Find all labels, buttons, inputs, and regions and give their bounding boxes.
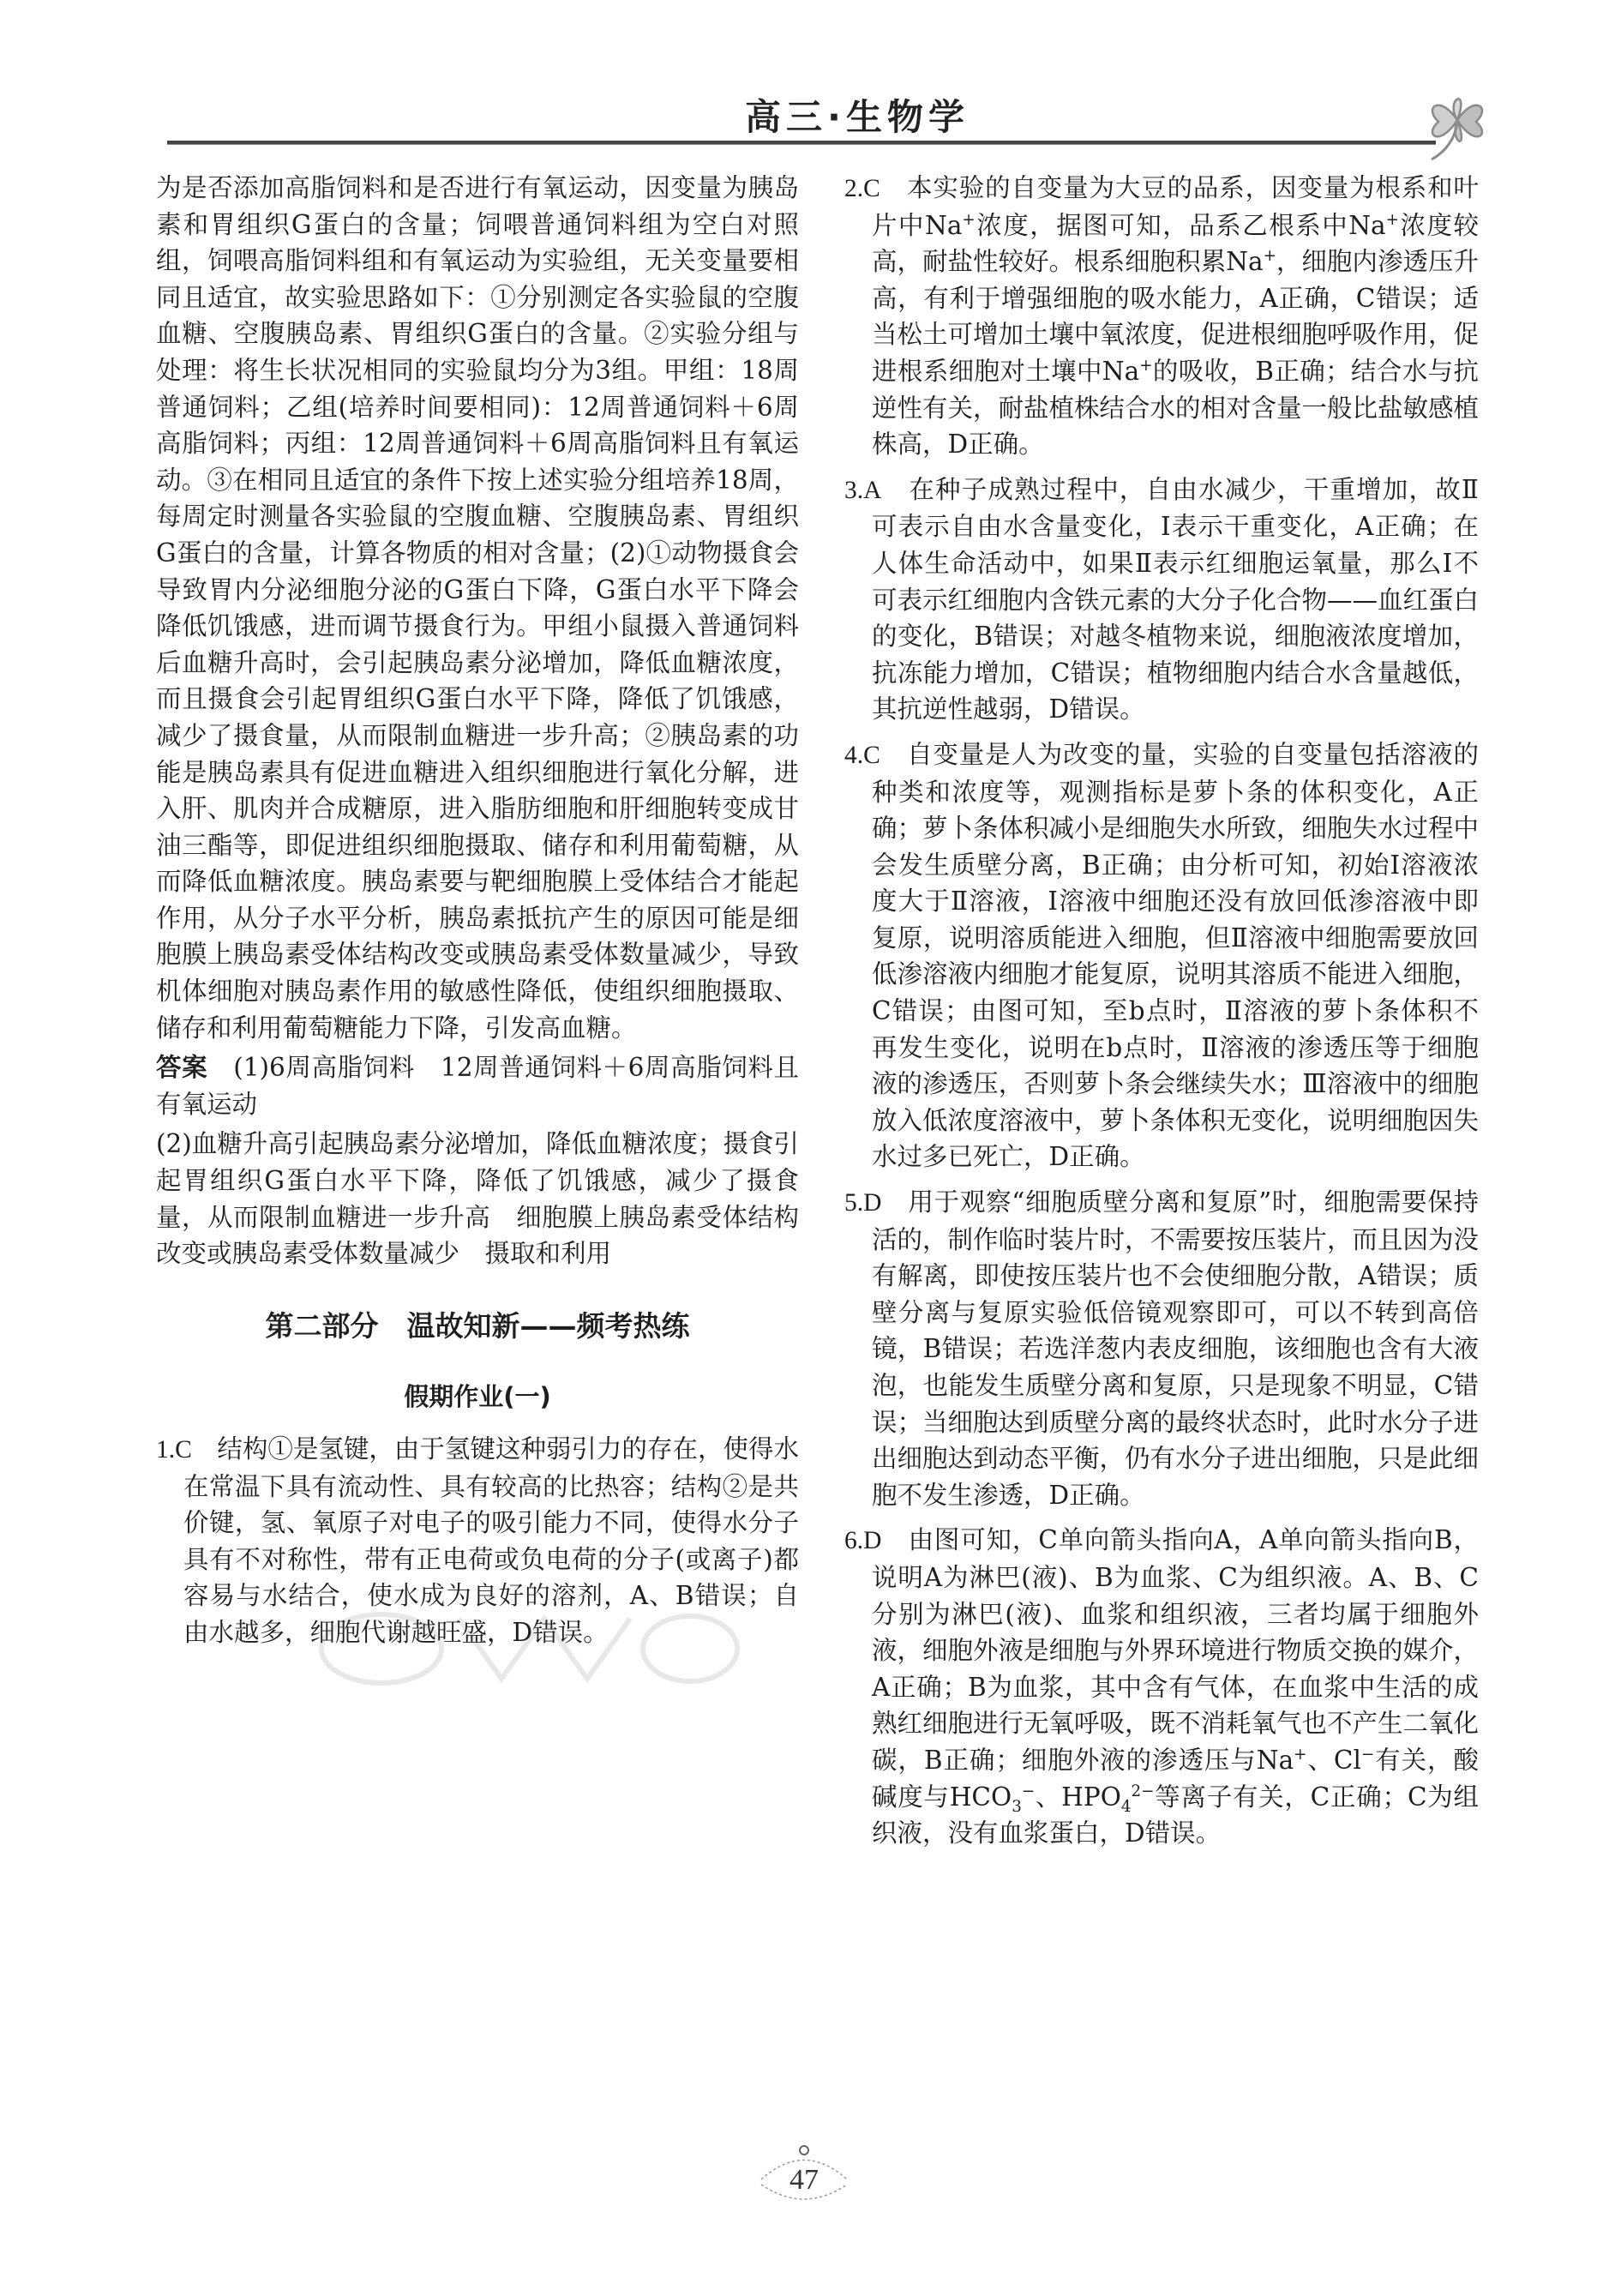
question-2-number: 2.C: [844, 175, 880, 202]
question-2-text-e: 的吸收，B正确；结合水与抗逆性有关，耐盐植株结合水的相对含量一般比盐敏感植株高，D正确。: [872, 356, 1480, 460]
question-2-text-b: 浓度，据图可知，品系乙根系中Na: [975, 210, 1386, 240]
question-6-text-b: 、Cl: [1306, 1745, 1361, 1775]
question-2: [844, 170, 1479, 463]
question-3: [844, 472, 1479, 728]
right-column: [844, 170, 1479, 1860]
explanation-continuation: 为是否添加高脂饲料和是否进行有氧运动，因变量为胰岛素和胃组织G蛋白的含量；饲喂普通饲料组为空白对照组，饲喂高脂饲料组和有氧运动为实验组，无关变量要相同且适宜，故实验思路如下：①分别测定各实验鼠的空腹血糖、空腹胰岛素、胃组织G蛋白的含量。②实验分组与处理：将生长状况相同的实验鼠均分为3组。甲组：18周普通饲料；乙组(培养时间要相同)：12周普通饲料＋6周高脂饲料；丙组：12周普通饲料＋6周高脂饲料且有氧运动。③在相同且适宜的条件下按上述实验分组培养18周，每周定时测量各实验鼠的空腹血糖、空腹胰岛素、胃组织G蛋白的含量，计算各物质的相对含量；(2)①动物摄食会导致胃内分泌细胞分泌的G蛋白下降，G蛋白水平下降会降低饥饿感，进而调节摄食行为。甲组小鼠摄入普通饲料后血糖升高时，会引起胰岛素分泌增加，降低血糖浓度，而且摄食会引起胃组织G蛋白水平下降，降低了饥饿感，减少了摄食量，从而限制血糖进一步升高；②胰岛素的功能是胰岛素具有促进血糖进入组织细胞进行氧化分解，进入肝、肌肉并合成糖原，进入脂肪细胞和肝细胞转变成甘油三酯等，即促进组织细胞摄取、储存和利用葡萄糖，从而降低血糖浓度。胰岛素要与靶细胞膜上受体结合才能起作用，从分子水平分析，胰岛素抵抗产生的原因可能是细胞膜上胰岛素受体结构改变或胰岛素受体数量减少，导致机体细胞对胰岛素作用的敏感性降低，使组织细胞摄取、储存和利用葡萄糖能力下降，引发高血糖。: [156, 173, 799, 1043]
question-3-number: 3.A: [844, 476, 882, 504]
header-rule: [167, 141, 1436, 145]
question-4: [844, 736, 1479, 1175]
superscript: +: [1139, 357, 1153, 376]
superscript: −: [1360, 1746, 1375, 1764]
question-1-text: 结构①是氢键，由于氢键这种弱引力的存在，使得水在常温下具有流动性、具有较高的比热容；结构②是共价键，氢、氧原子对电子的吸引能力不同，使得水分子具有不对称性，带有正电荷或负电荷的分子(或离子)都容易与水结合，使水成为良好的溶剂，A、B错误；自由水越多，细胞代谢越旺盛，D错误。: [183, 1434, 799, 1647]
assignment-title: 假期作业(一): [404, 1382, 551, 1412]
header-title: 高三·生物学: [745, 96, 970, 138]
answer-part-1: (1)6周高脂饲料 12周普通饲料＋6周高脂饲料且有氧运动: [156, 1053, 799, 1119]
answer-block-1: [156, 1049, 799, 1122]
superscript: +: [962, 210, 976, 229]
subscript: 3: [1012, 1797, 1022, 1816]
section-title: 第二部分 温故知新——频考热练: [265, 1308, 690, 1343]
question-6: [844, 1522, 1479, 1851]
answer-label: 答案: [156, 1053, 208, 1083]
question-6-text-e: 等离子有关，C正确；C为组织液，没有血浆蛋白，D错误。: [872, 1782, 1479, 1848]
question-6-number: 6.D: [844, 1527, 882, 1555]
page-number-text: 47: [789, 2164, 819, 2196]
question-6-text-d: 、HPO: [1035, 1782, 1121, 1812]
question-2-text-d: ，细胞内渗透压升高，有利于增强细胞的吸水能力，A正确，C错误；适当松土可增加土壤中氧浓度，促进根细胞呼吸作用，促进根系细胞对土壤中Na: [872, 247, 1480, 386]
question-2-text-a: 本实验的自变量为大豆的品系，因变量为根系和叶片中Na: [872, 173, 1479, 240]
left-column: [156, 170, 799, 1660]
question-6-text-c: 有关，酸碱度与HCO: [872, 1745, 1479, 1812]
question-6-text-a: 由图可知，C单向箭头指向A，A单向箭头指向B，说明A为淋巴(液)、B为血浆、C为组织液。A、B、C分别为淋巴(液)、血浆和组织液，三者均属于细胞外液，细胞外液是细胞与外界环境进行物质交换的媒介，A正确；B为血浆，其中含有气体，在血浆中生活的成熟红细胞进行无氧呼吸，既不消耗氧气也不产生二氧化碳，B正确；细胞外液的渗透压与Na: [872, 1525, 1480, 1775]
question-3-text: 在种子成熟过程中，自由水减少，干重增加，故Ⅱ可表示自由水含量变化，Ⅰ表示干重变化，A正确；在人体生命活动中，如果Ⅱ表示红细胞运氧量，那么Ⅰ不可表示红细胞内含铁元素的大分子化合物——血红蛋白的变化，B错误；对越冬植物来说，细胞液浓度增加，抗冻能力增加，C错误；植物细胞内结合水含量越低，其抗逆性越弱，D错误。: [872, 474, 1480, 724]
question-1: [156, 1431, 799, 1651]
superscript: +: [1263, 247, 1276, 266]
page-header: [167, 77, 1496, 159]
question-1-number: 1.C: [156, 1436, 192, 1464]
superscript: 2−: [1131, 1782, 1155, 1800]
question-5-number: 5.D: [844, 1189, 882, 1217]
question-5: [844, 1184, 1479, 1513]
clover-icon: [1406, 77, 1509, 163]
question-2-text-c: 浓度较高，耐盐性较好。根系细胞积累Na: [872, 210, 1479, 277]
question-5-text: 用于观察“细胞质壁分离和复原”时，细胞需要保持活的，制作临时装片时，不需要按压装片，而且因为没有解离，即使按压装片也不会使细胞分散，A错误；质壁分离与复原实验低倍镜观察即可，可以不转到高倍镜，B错误；若选洋葱内表皮细胞，该细胞也含有大液泡，也能发生质壁分离和复原，只是现象不明显，C错误；当细胞达到质壁分离的最终状态时，此时水分子进出细胞达到动态平衡，仍有水分子进出细胞，只是此细胞不发生渗透，D正确。: [872, 1187, 1480, 1510]
answer-part-2: (2)血糖升高引起胰岛素分泌增加，降低血糖浓度；摄食引起胃组织G蛋白水平下降，降低了饥饿感，减少了摄食量，从而限制血糖进一步升高 细胞膜上胰岛素受体结构改变或胰岛素受体数量减少 摄取和利用: [156, 1129, 799, 1269]
question-4-text: 自变量是人为改变的量，实验的自变量包括溶液的种类和浓度等，观测指标是萝卜条的体积变化，A正确；萝卜条体积减小是细胞失水所致，细胞失水过程中会发生质壁分离，B正确；由分析可知，初始Ⅰ溶液浓度大于Ⅱ溶液，Ⅰ溶液中细胞还没有放回低渗溶液中即复原，说明溶质能进入细胞，但Ⅱ溶液中细胞需要放回低渗溶液内细胞才能复原，说明其溶质不能进入细胞，C错误；由图可知，至b点时，Ⅱ溶液的萝卜条体积不再发生变化，说明在b点时，Ⅱ溶液的渗透压等于细胞液的渗透压，否则萝卜条会继续失水；Ⅲ溶液中的细胞放入低浓度溶液中，萝卜条体积无变化，说明细胞因失水过多已死亡，D正确。: [872, 739, 1480, 1172]
question-4-number: 4.C: [844, 741, 880, 769]
page-number: [744, 2150, 864, 2196]
superscript: +: [1385, 210, 1399, 229]
superscript: −: [1021, 1782, 1036, 1800]
superscript: +: [1294, 1746, 1307, 1764]
subscript: 4: [1120, 1797, 1132, 1816]
